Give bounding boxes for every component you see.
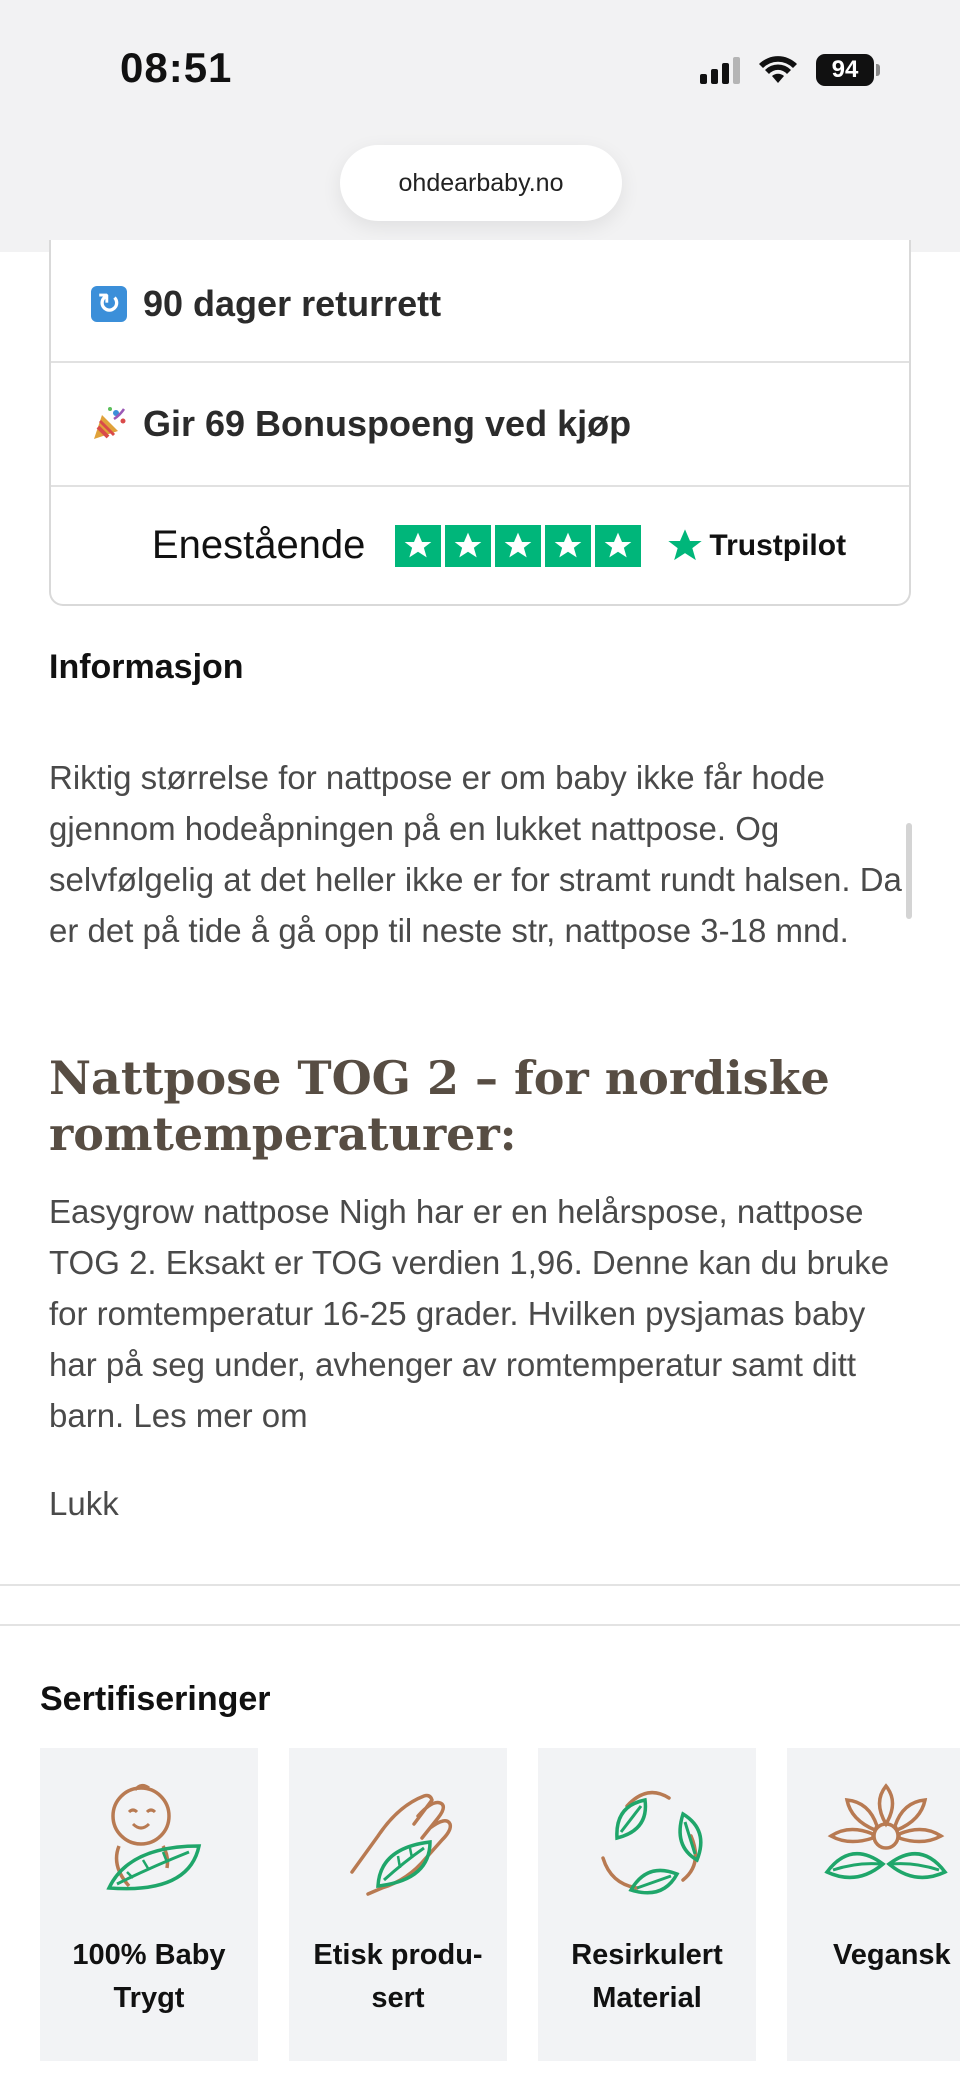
tog-heading: Nattpose TOG 2 – for nordiske romtemperaturer: bbox=[49, 1051, 830, 1161]
bonus-points-row bbox=[51, 363, 909, 487]
trustpilot-logo bbox=[665, 526, 846, 566]
certifications-title: Sertifiseringer bbox=[40, 1680, 271, 1718]
tog-paragraph: Easygrow nattpose Nigh har er en helårspose, nattpose TOG 2. Eksakt er TOG verdien 1,96. Denne kan du bruke for romtemperatur 16-25 grader. Hvilken pysjamas baby har på seg under, avhenger av romtemperatur samt ditt barn. Les mer om bbox=[49, 1193, 890, 1434]
cert-card-recycled bbox=[538, 1748, 756, 2061]
trustpilot-brand-text: Trustpilot bbox=[709, 528, 847, 562]
cert-label: Resirkulert Material bbox=[571, 1939, 723, 2014]
trustpilot-rating-word: Enestående bbox=[151, 523, 366, 567]
cellular-signal-icon bbox=[700, 56, 740, 84]
trustpilot-widget[interactable] bbox=[51, 487, 909, 604]
battery-level: 94 bbox=[816, 54, 874, 86]
product-info-box bbox=[49, 240, 911, 606]
size-guide-paragraph: Riktig størrelse for nattpose er om baby ikke får hode gjennom hodeåpningen på en lukket nattpose. Og selvfølgelig at det heller ikke er for stramt rundt halsen. Da er det på tide å gå opp til neste str, nattpose 3-18 mnd. bbox=[49, 759, 902, 949]
cert-card-ethical bbox=[289, 1748, 507, 2061]
status-icons bbox=[700, 52, 880, 88]
star-icon bbox=[395, 525, 441, 567]
refresh-icon: ↻ bbox=[89, 284, 129, 324]
trustpilot-star-icon bbox=[665, 526, 705, 566]
trustpilot-stars bbox=[395, 525, 641, 567]
return-policy-row bbox=[51, 240, 909, 363]
information-title: Informasjon bbox=[49, 648, 244, 686]
recycle-leaves-icon bbox=[587, 1776, 717, 1906]
star-icon bbox=[545, 525, 591, 567]
cert-card-baby-safe bbox=[40, 1748, 258, 2061]
baby-leaf-icon bbox=[89, 1776, 209, 1906]
star-icon bbox=[445, 525, 491, 567]
bonus-points-text: Gir 69 Bonuspoeng ved kjøp bbox=[143, 403, 632, 444]
scrollbar[interactable] bbox=[906, 823, 912, 919]
cert-card-vegan bbox=[787, 1748, 960, 2061]
url-text: ohdearbaby.no bbox=[398, 168, 564, 197]
divider bbox=[0, 1584, 960, 1586]
hand-leaf-icon bbox=[338, 1776, 468, 1906]
star-icon bbox=[595, 525, 641, 567]
certifications-carousel[interactable] bbox=[40, 1748, 960, 2061]
cert-label: Vegansk bbox=[833, 1939, 951, 1971]
divider bbox=[0, 1624, 960, 1626]
star-icon bbox=[495, 525, 541, 567]
battery-icon bbox=[816, 54, 880, 86]
cert-label: 100% Baby Trygt bbox=[72, 1939, 226, 2014]
cert-label: Etisk produ-sert bbox=[313, 1939, 483, 2014]
flower-leaves-icon bbox=[821, 1776, 951, 1906]
address-bar[interactable] bbox=[340, 145, 622, 221]
wifi-icon bbox=[758, 55, 798, 85]
status-time: 08:51 bbox=[120, 44, 233, 91]
return-policy-text: 90 dager returrett bbox=[143, 282, 442, 324]
party-popper-icon bbox=[89, 404, 129, 444]
browser-chrome bbox=[0, 0, 960, 252]
close-link[interactable]: Lukk bbox=[49, 1485, 119, 1522]
